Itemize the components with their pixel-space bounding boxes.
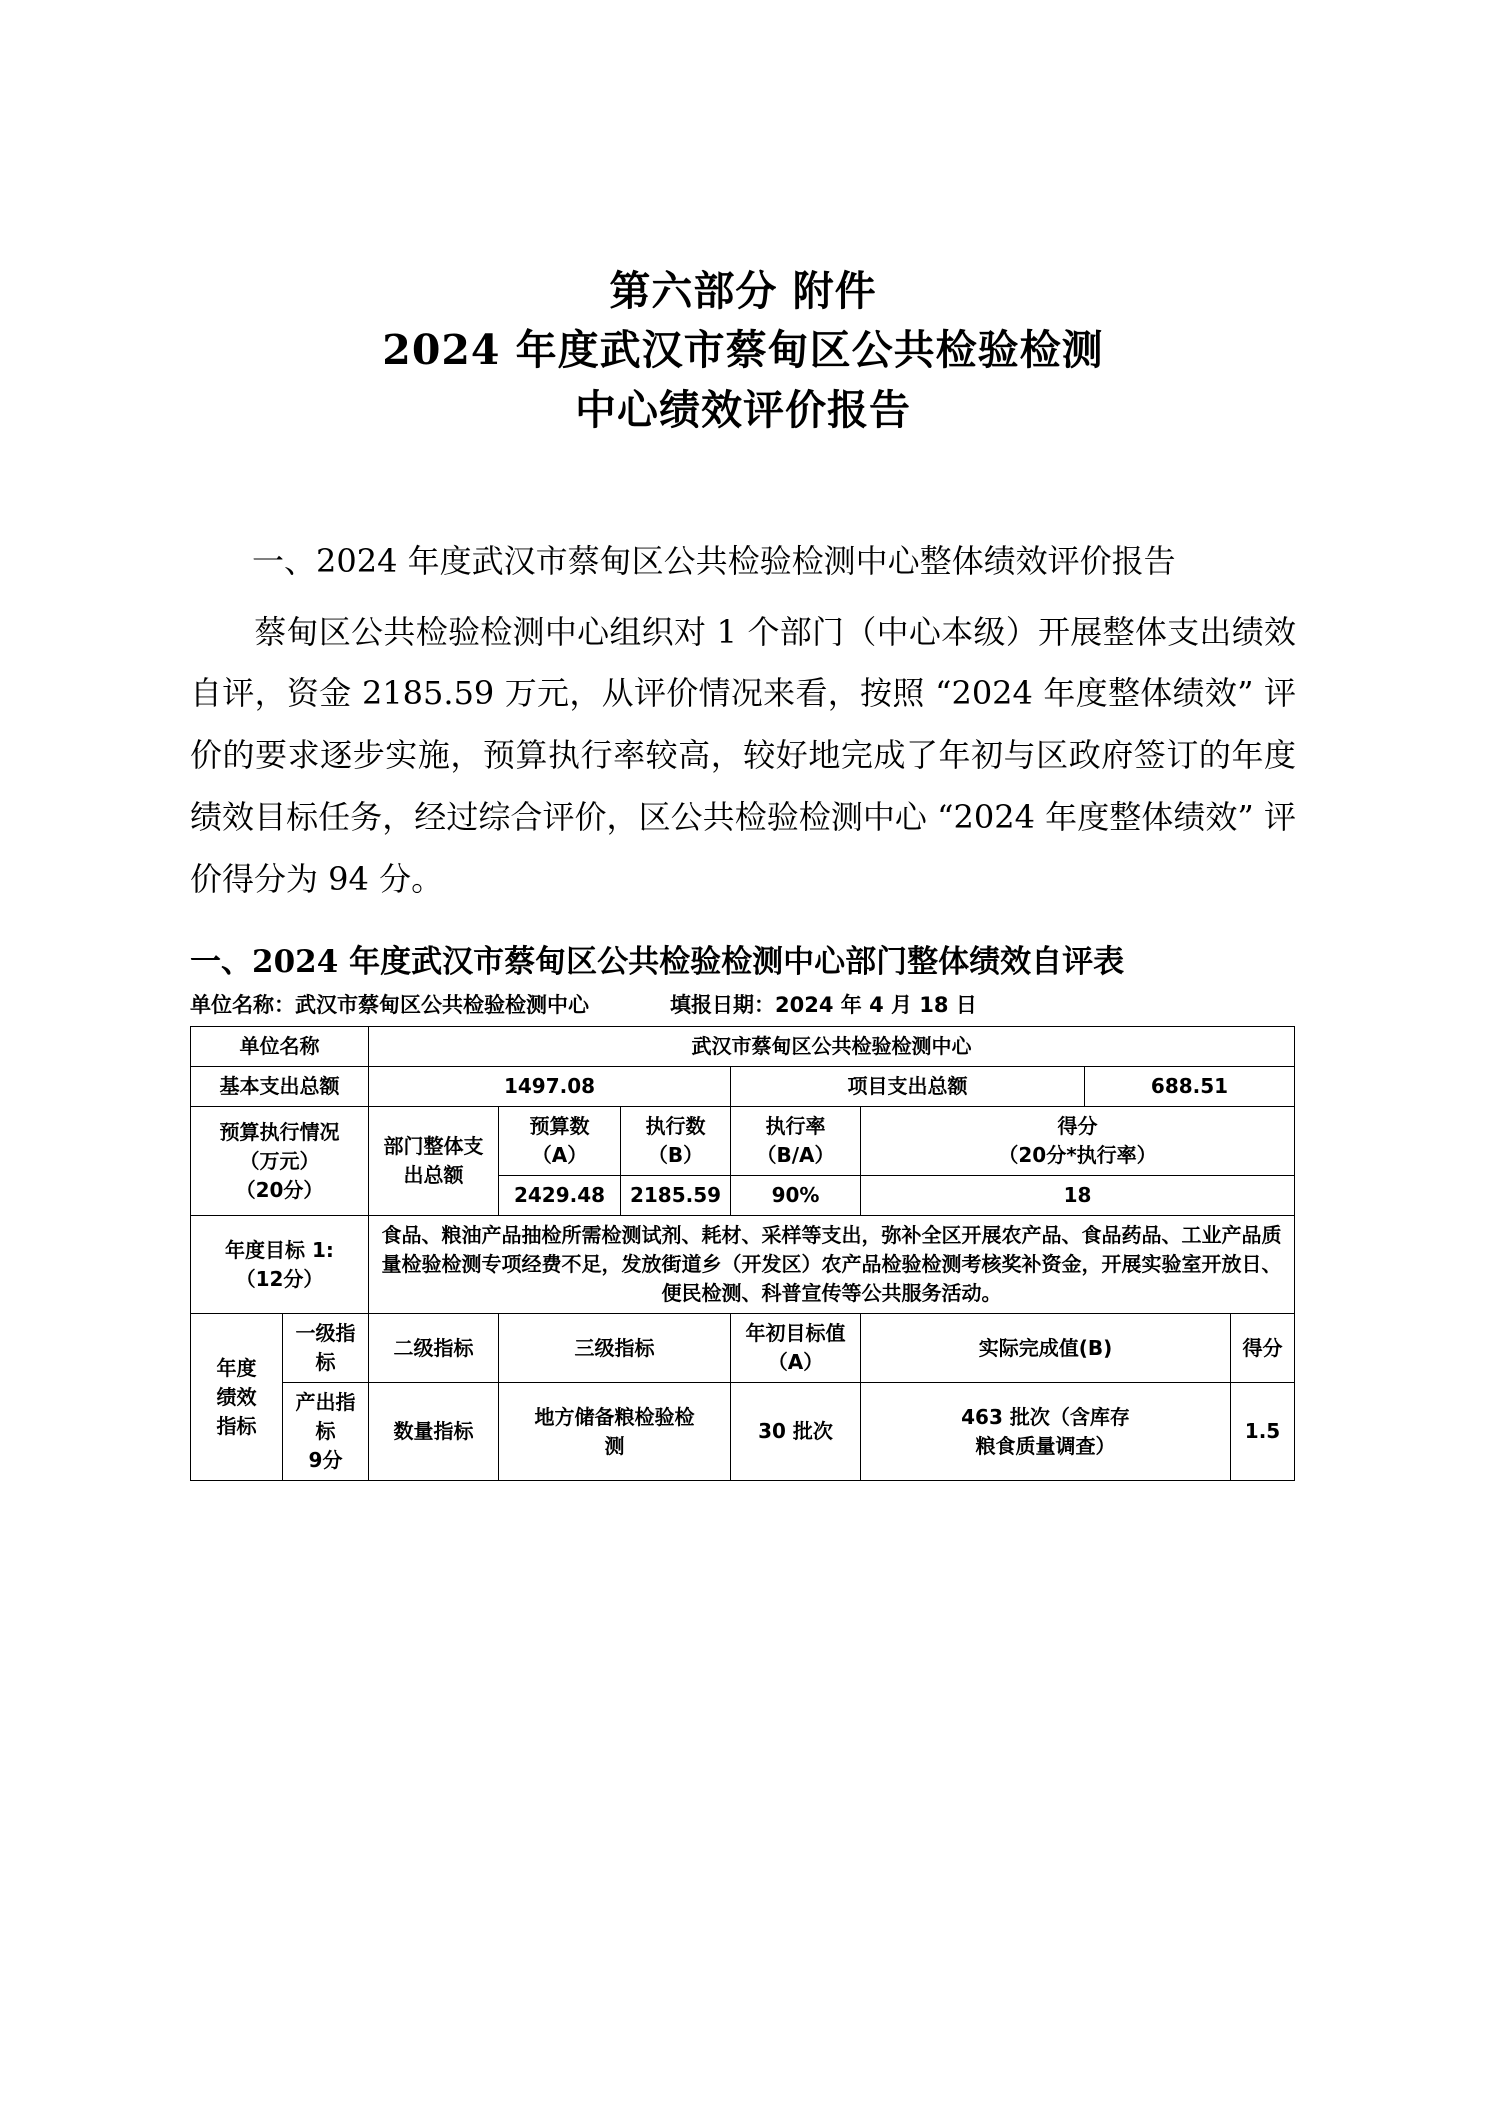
cell-unit-label: 单位名称 bbox=[191, 1027, 369, 1067]
table-row bbox=[191, 1216, 1295, 1314]
cell-head-initial-target bbox=[731, 1314, 861, 1383]
cell-value-score: 18 bbox=[861, 1176, 1295, 1216]
output-indicator-line-2: 标 bbox=[315, 1419, 336, 1444]
table-meta bbox=[190, 989, 1296, 1019]
department-total-line-2: 出总额 bbox=[403, 1163, 464, 1188]
body-paragraph-text: 蔡甸区公共检验检测中心组织对 1 个部门（中心本级）开展整体支出绩效自评，资金 2185.59 万元，从评价情况来看，按照 “2024 年度整体绩效” 评价的要求逐步实施，预算执行率较高，较好地完成了年初与区政府签订的年度绩效目标任务，经过综合评价，区公共检验检测中心 “2024 年度整体绩效” 评价得分为 94 分。 bbox=[190, 612, 1296, 898]
head-level1-line-2: 标 bbox=[315, 1350, 336, 1375]
table-heading: 一、2024 年度武汉市蔡甸区公共检验检测中心部门整体绩效自评表 bbox=[190, 944, 1125, 981]
cell-basic-expense-label: 基本支出总额 bbox=[191, 1067, 369, 1107]
level3-line-2: 测 bbox=[604, 1433, 625, 1458]
head-exec-rate-line-1: 执行率 bbox=[765, 1114, 826, 1139]
cell-annual-goal-label bbox=[191, 1216, 369, 1314]
annual-perf-line-2: 绩效 bbox=[216, 1384, 257, 1409]
meta-report-date: 填报日期：2024 年 4 月 18 日 bbox=[670, 993, 977, 1018]
cell-head-exec-rate bbox=[731, 1107, 861, 1176]
head-exec-amount-line-2: （B） bbox=[647, 1143, 704, 1168]
budget-exec-label-line-1: 预算执行情况 bbox=[219, 1119, 340, 1144]
budget-exec-label-line-2: （万元） bbox=[239, 1148, 320, 1173]
cell-head-score-column: 得分 bbox=[1231, 1314, 1295, 1383]
output-indicator-line-1: 产出指 bbox=[295, 1390, 356, 1415]
level3-line-1: 地方储备粮检验检 bbox=[534, 1404, 695, 1429]
cell-output-indicator bbox=[283, 1383, 369, 1481]
head-initial-target-line-1: 年初目标值 bbox=[745, 1321, 846, 1346]
cell-head-level2-indicator: 二级指标 bbox=[369, 1314, 499, 1383]
actual-value-line-1: 463 批次（含库存 bbox=[961, 1404, 1130, 1429]
table-row bbox=[191, 1314, 1295, 1383]
table-row bbox=[191, 1027, 1295, 1067]
title-line-2: 2024 年度武汉市蔡甸区公共检验检测 bbox=[382, 326, 1104, 375]
cell-budget-exec-label bbox=[191, 1107, 369, 1216]
head-exec-amount-line-1: 执行数 bbox=[645, 1114, 706, 1139]
cell-annual-performance-indicator-label bbox=[191, 1314, 283, 1481]
cell-indicator-score: 1.5 bbox=[1231, 1383, 1295, 1481]
cell-head-level1-indicator bbox=[283, 1314, 369, 1383]
cell-project-expense-label: 项目支出总额 bbox=[731, 1067, 1085, 1107]
cell-head-budget-amount bbox=[499, 1107, 621, 1176]
body-paragraph bbox=[190, 602, 1296, 911]
cell-quantity-indicator: 数量指标 bbox=[369, 1383, 499, 1481]
cell-head-exec-amount bbox=[621, 1107, 731, 1176]
cell-value-exec-rate: 90% bbox=[731, 1176, 861, 1216]
head-budget-amount-line-1: 预算数 bbox=[529, 1114, 590, 1139]
cell-value-budget-amount: 2429.48 bbox=[499, 1176, 621, 1216]
performance-self-evaluation-table bbox=[190, 1026, 1295, 1481]
cell-department-total-label bbox=[369, 1107, 499, 1216]
cell-unit-value: 武汉市蔡甸区公共检验检测中心 bbox=[369, 1027, 1295, 1067]
table-row bbox=[191, 1067, 1295, 1107]
head-initial-target-line-2: （A） bbox=[767, 1350, 824, 1375]
table-row bbox=[191, 1383, 1295, 1481]
cell-head-level3-indicator: 三级指标 bbox=[499, 1314, 731, 1383]
section-heading-text: 一、2024 年度武汉市蔡甸区公共检验检测中心整体绩效评价报告 bbox=[252, 542, 1176, 581]
section-heading bbox=[190, 532, 1296, 591]
cell-annual-goal-text: 食品、粮油产品抽检所需检测试剂、耗材、采样等支出，弥补全区开展农产品、食品药品、工业产品质量检验检测专项经费不足，发放街道乡（开发区）农产品检验检测考核奖补资金，开展实验室开放日、便民检测、科普宣传等公共服务活动。 bbox=[369, 1216, 1295, 1314]
department-total-line-1: 部门整体支 bbox=[383, 1134, 484, 1159]
document-title bbox=[190, 0, 1296, 440]
cell-value-exec-amount: 2185.59 bbox=[621, 1176, 731, 1216]
cell-project-expense-value: 688.51 bbox=[1085, 1067, 1295, 1107]
annual-perf-line-1: 年度 bbox=[216, 1355, 257, 1380]
cell-initial-target-value: 30 批次 bbox=[731, 1383, 861, 1481]
title-line-3: 中心绩效评价报告 bbox=[575, 385, 911, 434]
cell-head-actual-value: 实际完成值(B) bbox=[861, 1314, 1231, 1383]
cell-level3-grain-inspection bbox=[499, 1383, 731, 1481]
cell-basic-expense-value: 1497.08 bbox=[369, 1067, 731, 1107]
annual-perf-line-3: 指标 bbox=[216, 1413, 257, 1438]
cell-head-score bbox=[861, 1107, 1295, 1176]
output-indicator-line-3: 9分 bbox=[308, 1448, 343, 1473]
head-score-line-1: 得分 bbox=[1057, 1114, 1098, 1139]
annual-goal-label-line-1: 年度目标 1: bbox=[225, 1237, 334, 1262]
actual-value-line-2: 粮食质量调查） bbox=[975, 1433, 1116, 1458]
cell-actual-completed-value bbox=[861, 1383, 1231, 1481]
head-score-line-2: （20分*执行率） bbox=[998, 1143, 1157, 1168]
table-row bbox=[191, 1107, 1295, 1176]
title-line-1: 第六部分 附件 bbox=[609, 267, 877, 315]
meta-unit-name: 单位名称：武汉市蔡甸区公共检验检测中心 bbox=[190, 993, 589, 1018]
budget-exec-label-line-3: （20分） bbox=[235, 1177, 324, 1202]
head-budget-amount-line-2: （A） bbox=[531, 1143, 588, 1168]
annual-goal-label-line-2: （12分） bbox=[235, 1266, 324, 1291]
head-exec-rate-line-2: （B/A） bbox=[756, 1143, 835, 1168]
head-level1-line-1: 一级指 bbox=[295, 1321, 356, 1346]
